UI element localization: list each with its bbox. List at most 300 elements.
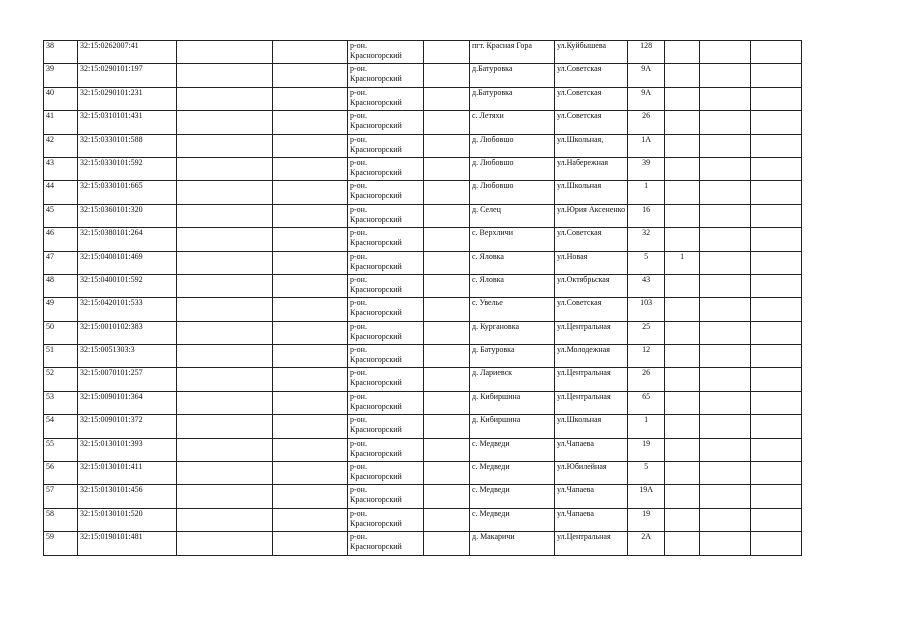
cadastral-number: 32:15:0420101:533: [78, 298, 177, 321]
mark-cell: [665, 181, 700, 204]
cadastral-number: 32:15:0130101:393: [78, 438, 177, 461]
table-row: [44, 508, 802, 531]
empty-cell: [177, 508, 273, 531]
table-row: [44, 485, 802, 508]
row-number: 41: [44, 111, 78, 134]
mark-cell: [665, 274, 700, 297]
empty-cell: [177, 274, 273, 297]
empty-cell: [424, 274, 470, 297]
row-number: 48: [44, 274, 78, 297]
empty-cell: [700, 438, 751, 461]
district-prefix: р-он.: [350, 345, 367, 355]
empty-cell: [177, 462, 273, 485]
district-cell: [348, 64, 424, 87]
street: ул.Чапаева: [555, 485, 628, 508]
empty-cell: [700, 415, 751, 438]
empty-cell: [177, 228, 273, 251]
table-row: [44, 391, 802, 414]
district-cell: [348, 41, 424, 64]
row-number: 40: [44, 87, 78, 110]
empty-cell: [700, 391, 751, 414]
empty-cell: [273, 111, 348, 134]
street: ул.Школьная: [555, 415, 628, 438]
empty-cell: [273, 368, 348, 391]
row-number: 39: [44, 64, 78, 87]
empty-cell: [700, 111, 751, 134]
mark-cell: [665, 111, 700, 134]
empty-cell: [751, 157, 802, 180]
empty-cell: [273, 508, 348, 531]
settlement: с. Увелье: [470, 298, 555, 321]
table-row: [44, 438, 802, 461]
cadastral-number: 32:15:0400101:469: [78, 251, 177, 274]
street: ул.Школьная: [555, 181, 628, 204]
district-name: Красногорский: [350, 74, 402, 84]
empty-cell: [273, 41, 348, 64]
empty-cell: [177, 532, 273, 555]
district-prefix: р-он.: [350, 251, 367, 261]
empty-cell: [177, 485, 273, 508]
house-number: 1: [628, 181, 665, 204]
district-prefix: р-он.: [350, 87, 367, 97]
district-prefix: р-он.: [350, 298, 367, 308]
empty-cell: [177, 298, 273, 321]
district-cell: [348, 228, 424, 251]
mark-cell: [665, 391, 700, 414]
district-cell: [348, 274, 424, 297]
district-name: Красногорский: [350, 425, 402, 435]
district-cell: [348, 181, 424, 204]
empty-cell: [273, 134, 348, 157]
table-row: [44, 298, 802, 321]
district-cell: [348, 485, 424, 508]
empty-cell: [424, 204, 470, 227]
row-number: 58: [44, 508, 78, 531]
street: ул.Набережная: [555, 157, 628, 180]
district-prefix: р-он.: [350, 64, 367, 74]
empty-cell: [424, 532, 470, 555]
mark-cell: [665, 157, 700, 180]
house-number: 9А: [628, 87, 665, 110]
empty-cell: [700, 181, 751, 204]
empty-cell: [751, 204, 802, 227]
district-cell: [348, 251, 424, 274]
house-number: 19А: [628, 485, 665, 508]
empty-cell: [751, 181, 802, 204]
mark-cell: [665, 532, 700, 555]
table-row: [44, 134, 802, 157]
cadastral-number: 32:15:0330101:665: [78, 181, 177, 204]
settlement: с. Медведи: [470, 438, 555, 461]
mark-cell: [665, 298, 700, 321]
mark-cell: [665, 204, 700, 227]
empty-cell: [424, 345, 470, 368]
district-prefix: р-он.: [350, 415, 367, 425]
house-number: 5: [628, 251, 665, 274]
empty-cell: [424, 415, 470, 438]
empty-cell: [273, 274, 348, 297]
settlement: д.Батуровка: [470, 64, 555, 87]
settlement: с. Яловка: [470, 274, 555, 297]
district-name: Красногорский: [350, 355, 402, 365]
empty-cell: [751, 508, 802, 531]
empty-cell: [424, 41, 470, 64]
empty-cell: [424, 391, 470, 414]
cadastral-number: 32:15:0380101:264: [78, 228, 177, 251]
empty-cell: [751, 274, 802, 297]
district-name: Красногорский: [350, 495, 402, 505]
empty-cell: [424, 438, 470, 461]
district-name: Красногорский: [350, 191, 402, 201]
table-row: [44, 111, 802, 134]
empty-cell: [177, 87, 273, 110]
house-number: 5: [628, 462, 665, 485]
district-name: Красногорский: [350, 542, 402, 552]
empty-cell: [177, 204, 273, 227]
street: ул.Советская: [555, 228, 628, 251]
district-cell: [348, 111, 424, 134]
cadastral-number: 32:15:0190101:481: [78, 532, 177, 555]
row-number: 47: [44, 251, 78, 274]
district-prefix: р-он.: [350, 157, 367, 167]
house-number: 16: [628, 204, 665, 227]
street: ул.Центральная: [555, 368, 628, 391]
empty-cell: [700, 157, 751, 180]
mark-cell: [665, 321, 700, 344]
district-name: Красногорский: [350, 378, 402, 388]
mark-cell: [665, 41, 700, 64]
street: ул.Центральная: [555, 391, 628, 414]
empty-cell: [424, 87, 470, 110]
district-prefix: р-он.: [350, 508, 367, 518]
empty-cell: [700, 228, 751, 251]
district-cell: [348, 508, 424, 531]
empty-cell: [424, 508, 470, 531]
district-prefix: р-он.: [350, 462, 367, 472]
empty-cell: [424, 298, 470, 321]
house-number: 1А: [628, 134, 665, 157]
street: ул.Чапаева: [555, 438, 628, 461]
district-cell: [348, 391, 424, 414]
table-row: [44, 228, 802, 251]
empty-cell: [700, 204, 751, 227]
district-name: Красногорский: [350, 448, 402, 458]
mark-cell: [665, 415, 700, 438]
district-cell: [348, 438, 424, 461]
house-number: 43: [628, 274, 665, 297]
empty-cell: [424, 157, 470, 180]
district-prefix: р-он.: [350, 274, 367, 284]
settlement: д. Кибиршина: [470, 415, 555, 438]
cadastral-number: 32:15:0330101:592: [78, 157, 177, 180]
mark-cell: [665, 508, 700, 531]
cadastral-number: 32:15:0310101:431: [78, 111, 177, 134]
table-row: [44, 181, 802, 204]
row-number: 56: [44, 462, 78, 485]
settlement: с. Верхличи: [470, 228, 555, 251]
mark-cell: [665, 438, 700, 461]
empty-cell: [177, 181, 273, 204]
empty-cell: [751, 298, 802, 321]
district-name: Красногорский: [350, 261, 402, 271]
empty-cell: [424, 368, 470, 391]
row-number: 43: [44, 157, 78, 180]
empty-cell: [177, 251, 273, 274]
street: ул.Центральная: [555, 532, 628, 555]
district-cell: [348, 368, 424, 391]
table-row: [44, 204, 802, 227]
empty-cell: [751, 415, 802, 438]
settlement: с. Медведи: [470, 462, 555, 485]
empty-cell: [273, 485, 348, 508]
empty-cell: [177, 111, 273, 134]
street: ул.Октябрьская: [555, 274, 628, 297]
mark-cell: [665, 134, 700, 157]
empty-cell: [424, 251, 470, 274]
empty-cell: [424, 462, 470, 485]
mark-cell: [665, 228, 700, 251]
street: ул.Центральная: [555, 321, 628, 344]
street: ул.Молодежная: [555, 345, 628, 368]
district-cell: [348, 462, 424, 485]
row-number: 54: [44, 415, 78, 438]
mark-cell: [665, 87, 700, 110]
house-number: 1: [628, 415, 665, 438]
district-cell: [348, 298, 424, 321]
empty-cell: [751, 64, 802, 87]
table-row: [44, 64, 802, 87]
empty-cell: [751, 368, 802, 391]
table-row: [44, 368, 802, 391]
district-name: Красногорский: [350, 97, 402, 107]
district-prefix: р-он.: [350, 228, 367, 238]
empty-cell: [177, 41, 273, 64]
mark-cell: [665, 64, 700, 87]
district-cell: [348, 532, 424, 555]
house-number: 2А: [628, 532, 665, 555]
empty-cell: [700, 251, 751, 274]
row-number: 42: [44, 134, 78, 157]
empty-cell: [751, 438, 802, 461]
district-name: Красногорский: [350, 214, 402, 224]
empty-cell: [700, 274, 751, 297]
empty-cell: [177, 415, 273, 438]
table-row: [44, 87, 802, 110]
cadastral-number: 32:15:0262007:41: [78, 41, 177, 64]
empty-cell: [424, 134, 470, 157]
empty-cell: [273, 157, 348, 180]
empty-cell: [751, 228, 802, 251]
district-cell: [348, 204, 424, 227]
empty-cell: [424, 181, 470, 204]
settlement: с. Медведи: [470, 508, 555, 531]
district-prefix: р-он.: [350, 111, 367, 121]
settlement: д. Любовшо: [470, 181, 555, 204]
district-name: Красногорский: [350, 284, 402, 294]
district-name: Красногорский: [350, 238, 402, 248]
empty-cell: [273, 181, 348, 204]
empty-cell: [751, 111, 802, 134]
cadastral-number: 32:15:0090101:364: [78, 391, 177, 414]
cadastral-number: 32:15:0130101:456: [78, 485, 177, 508]
settlement: д. Макаричи: [470, 532, 555, 555]
empty-cell: [700, 508, 751, 531]
empty-cell: [424, 485, 470, 508]
empty-cell: [273, 391, 348, 414]
empty-cell: [751, 391, 802, 414]
empty-cell: [751, 532, 802, 555]
street: ул.Советская: [555, 111, 628, 134]
district-prefix: р-он.: [350, 181, 367, 191]
empty-cell: [177, 438, 273, 461]
row-number: 55: [44, 438, 78, 461]
empty-cell: [700, 485, 751, 508]
empty-cell: [273, 532, 348, 555]
settlement: с. Медведи: [470, 485, 555, 508]
house-number: 26: [628, 368, 665, 391]
street: ул.Советская: [555, 64, 628, 87]
empty-cell: [700, 321, 751, 344]
house-number: 39: [628, 157, 665, 180]
empty-cell: [273, 64, 348, 87]
empty-cell: [700, 532, 751, 555]
district-name: Красногорский: [350, 331, 402, 341]
street: ул.Новая: [555, 251, 628, 274]
settlement: д. Кибиршина: [470, 391, 555, 414]
district-prefix: р-он.: [350, 532, 367, 542]
street: ул.Юбилейная: [555, 462, 628, 485]
district-prefix: р-он.: [350, 391, 367, 401]
row-number: 53: [44, 391, 78, 414]
house-number: 26: [628, 111, 665, 134]
table-body: [44, 41, 802, 556]
row-number: 57: [44, 485, 78, 508]
row-number: 51: [44, 345, 78, 368]
settlement: д. Кургановка: [470, 321, 555, 344]
mark-cell: [665, 462, 700, 485]
district-name: Красногорский: [350, 144, 402, 154]
cadastral-number: 32:15:0090101:372: [78, 415, 177, 438]
settlement: д.Батуровка: [470, 87, 555, 110]
table-row: [44, 345, 802, 368]
empty-cell: [751, 41, 802, 64]
cadastral-number: 32:15:0400101:592: [78, 274, 177, 297]
empty-cell: [424, 64, 470, 87]
empty-cell: [273, 345, 348, 368]
district-name: Красногорский: [350, 51, 402, 60]
cadastral-number: 32:15:0130101:411: [78, 462, 177, 485]
empty-cell: [177, 134, 273, 157]
empty-cell: [273, 321, 348, 344]
settlement: д. Лариевск: [470, 368, 555, 391]
cadastral-number: 32:15:0360101:320: [78, 204, 177, 227]
district-prefix: р-он.: [350, 134, 367, 144]
empty-cell: [177, 64, 273, 87]
empty-cell: [700, 64, 751, 87]
house-number: 19: [628, 508, 665, 531]
table-row: [44, 532, 802, 555]
empty-cell: [751, 321, 802, 344]
district-prefix: р-он.: [350, 41, 367, 50]
house-number: 9А: [628, 64, 665, 87]
house-number: 25: [628, 321, 665, 344]
district-cell: [348, 321, 424, 344]
street: ул.Юрия Аксененко: [555, 204, 628, 227]
empty-cell: [273, 204, 348, 227]
house-number: 32: [628, 228, 665, 251]
row-number: 44: [44, 181, 78, 204]
district-name: Красногорский: [350, 518, 402, 528]
table-row: [44, 41, 802, 64]
table-row: [44, 251, 802, 274]
cadastral-number: 32:15:0051303:3: [78, 345, 177, 368]
empty-cell: [424, 111, 470, 134]
cadastral-number: 32:15:0010102:383: [78, 321, 177, 344]
cadastral-number: 32:15:0290101:231: [78, 87, 177, 110]
mark-cell: 1: [665, 251, 700, 274]
street: ул.Чапаева: [555, 508, 628, 531]
house-number: 128: [628, 41, 665, 64]
empty-cell: [700, 368, 751, 391]
row-number: 59: [44, 532, 78, 555]
settlement: д. Любовшо: [470, 157, 555, 180]
district-name: Красногорский: [350, 167, 402, 177]
empty-cell: [177, 321, 273, 344]
empty-cell: [177, 157, 273, 180]
district-prefix: р-он.: [350, 438, 367, 448]
row-number: 49: [44, 298, 78, 321]
settlement: пгт. Красная Гора: [470, 41, 555, 64]
empty-cell: [177, 345, 273, 368]
empty-cell: [700, 298, 751, 321]
cadastral-number: 32:15:0290101:197: [78, 64, 177, 87]
district-prefix: р-он.: [350, 485, 367, 495]
empty-cell: [700, 345, 751, 368]
mark-cell: [665, 368, 700, 391]
empty-cell: [751, 462, 802, 485]
street: ул.Куйбышева: [555, 41, 628, 64]
empty-cell: [751, 485, 802, 508]
empty-cell: [751, 251, 802, 274]
settlement: д. Селец: [470, 204, 555, 227]
empty-cell: [273, 438, 348, 461]
cadastral-number: 32:15:0130101:520: [78, 508, 177, 531]
table-row: [44, 462, 802, 485]
district-prefix: р-он.: [350, 204, 367, 214]
mark-cell: [665, 485, 700, 508]
table-row: [44, 321, 802, 344]
settlement: д. Любовшо: [470, 134, 555, 157]
empty-cell: [273, 228, 348, 251]
district-name: Красногорский: [350, 401, 402, 411]
empty-cell: [273, 87, 348, 110]
empty-cell: [700, 41, 751, 64]
district-cell: [348, 134, 424, 157]
street: ул.Советская: [555, 87, 628, 110]
empty-cell: [751, 345, 802, 368]
district-prefix: р-он.: [350, 368, 367, 378]
empty-cell: [273, 462, 348, 485]
empty-cell: [273, 415, 348, 438]
row-number: 38: [44, 41, 78, 64]
street: ул.Советская: [555, 298, 628, 321]
house-number: 19: [628, 438, 665, 461]
mark-cell: [665, 345, 700, 368]
district-cell: [348, 345, 424, 368]
table-row: [44, 157, 802, 180]
district-name: Красногорский: [350, 308, 402, 318]
cadastral-number: 32:15:0330101:588: [78, 134, 177, 157]
